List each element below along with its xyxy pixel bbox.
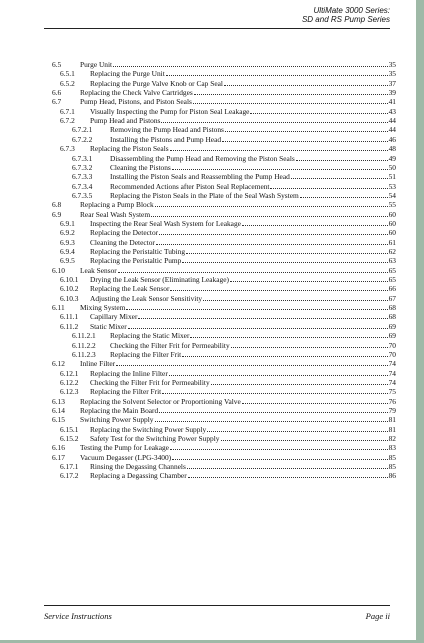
- toc-entry[interactable]: [0, 425, 416, 434]
- toc-entry-page: 69: [388, 321, 396, 331]
- toc-entry[interactable]: [0, 256, 416, 265]
- toc-entry-number: 6.15.2: [60, 434, 79, 443]
- toc-entry[interactable]: [0, 60, 416, 69]
- toc-entry-number: 6.7.3.1: [72, 153, 93, 163]
- toc-entry[interactable]: [0, 275, 416, 284]
- toc-entry[interactable]: [0, 228, 416, 237]
- toc-entry-page: 70: [388, 349, 396, 359]
- toc-entry-number: 6.10.1: [60, 275, 79, 285]
- toc-entry-number: 6.11.2.2: [72, 340, 96, 350]
- toc-entry-title: Replacing the Inline Filter: [90, 368, 168, 378]
- toc-entry-title: Rear Seal Wash System: [80, 209, 151, 219]
- toc-leader-dots: [242, 397, 388, 404]
- toc-entry-number: 6.11: [52, 303, 65, 313]
- toc-leader-dots: [221, 434, 388, 441]
- toc-entry-page: 46: [388, 134, 396, 144]
- toc-leader-dots: [162, 387, 387, 394]
- toc-entry-number: 6.9.1: [60, 218, 75, 228]
- toc-leader-dots: [170, 284, 387, 291]
- toc-entry-title: Replacing the Purge Valve Knob or Cap Seal: [90, 78, 223, 88]
- toc-leader-dots: [291, 172, 388, 179]
- toc-entry-page: 35: [388, 60, 396, 69]
- toc-entry-number: 6.11.2.3: [72, 349, 96, 359]
- toc-entry-page: 39: [388, 88, 396, 98]
- toc-entry[interactable]: [0, 322, 416, 331]
- toc-entry-number: 6.10.2: [60, 284, 79, 294]
- toc-leader-dots: [169, 369, 388, 376]
- toc-leader-dots: [113, 60, 388, 67]
- toc-leader-dots: [166, 69, 388, 76]
- toc-entry-page: 41: [388, 97, 396, 107]
- footer-doc-title: Service Instructions: [44, 611, 112, 621]
- toc-entry-page: 61: [388, 237, 396, 247]
- toc-leader-dots: [138, 312, 387, 319]
- toc-entry-page: 75: [388, 387, 396, 397]
- toc-entry-page: 35: [388, 69, 396, 79]
- toc-entry-page: 55: [388, 200, 396, 210]
- toc-entry-title: Cleaning the Pistons: [110, 162, 171, 172]
- toc-entry-number: 6.7.3.5: [72, 190, 93, 200]
- toc-entry-number: 6.10.3: [60, 293, 79, 303]
- toc-entry[interactable]: [0, 443, 416, 452]
- toc-entry-title: Replacing the Filter Frit: [90, 387, 162, 397]
- toc-leader-dots: [161, 116, 387, 123]
- toc-entry-page: 85: [388, 462, 396, 472]
- toc-entry[interactable]: [0, 331, 416, 340]
- toc-leader-dots: [211, 378, 388, 385]
- toc-leader-dots: [172, 453, 387, 460]
- toc-entry-page: 85: [388, 452, 396, 462]
- toc-leader-dots: [193, 97, 388, 104]
- toc-entry-page: 60: [388, 218, 396, 228]
- toc-entry-number: 6.11.2.1: [72, 331, 96, 341]
- toc-entry-number: 6.5: [52, 60, 62, 69]
- toc-entry[interactable]: [0, 125, 416, 134]
- toc-entry-page: 76: [388, 396, 396, 406]
- toc-entry-title: Rinsing the Degassing Channels: [90, 462, 186, 472]
- toc-entry[interactable]: [0, 107, 416, 116]
- toc-entry-page: 53: [388, 181, 396, 191]
- toc-entry[interactable]: [0, 191, 416, 200]
- toc-entry[interactable]: [0, 88, 416, 97]
- toc-entry-number: 6.9: [52, 209, 62, 219]
- toc-entry-number: 6.16: [52, 443, 65, 453]
- toc-entry-number: 6.12.3: [60, 387, 79, 397]
- toc-entry-title: Replacing a Degassing Chamber: [90, 471, 187, 481]
- toc-entry-title: Replacing the Peristaltic Tubing: [90, 247, 186, 256]
- toc-entry-page: 68: [388, 312, 396, 322]
- toc-entry-number: 6.10: [52, 265, 65, 275]
- toc-entry-title: Replacing the Piston Seals in the Plate of the Seal Wash System: [110, 190, 299, 200]
- toc-entry[interactable]: [0, 172, 416, 181]
- toc-entry-title: Replacing a Pump Block: [80, 200, 154, 210]
- toc-entry[interactable]: [0, 369, 416, 378]
- toc-entry-page: 49: [388, 153, 396, 163]
- toc-entry-title: Replacing the Peristaltic Pump: [90, 256, 182, 266]
- toc-entry[interactable]: [0, 210, 416, 219]
- toc-entry[interactable]: [0, 471, 416, 480]
- toc-entry-title: Safety Test for the Switching Power Supply: [90, 434, 220, 443]
- toc-entry-number: 6.5.1: [60, 69, 75, 79]
- toc-leader-dots: [128, 322, 388, 329]
- toc-entry[interactable]: [0, 378, 416, 387]
- toc-entry-title: Recommended Actions after Piston Seal Replacement: [110, 181, 270, 191]
- toc-entry-number: 6.9.3: [60, 237, 75, 247]
- toc-entry-number: 6.15: [52, 415, 65, 425]
- toc-entry-number: 6.9.5: [60, 256, 75, 266]
- toc-entry-page: 60: [388, 228, 396, 238]
- toc-entry-page: 50: [388, 162, 396, 172]
- toc-entry-page: 48: [388, 144, 396, 154]
- toc-entry-title: Capillary Mixer: [90, 312, 138, 322]
- toc-entry-page: 74: [388, 359, 396, 369]
- toc-entry-page: 74: [388, 368, 396, 378]
- toc-entry[interactable]: [0, 462, 416, 471]
- toc-entry-title: Inline Filter: [80, 359, 116, 369]
- toc-entry[interactable]: [0, 219, 416, 228]
- toc-entry-title: Replacing the Switching Power Supply: [90, 424, 207, 434]
- toc-entry-title: Replacing the Check Valve Cartridges: [80, 88, 193, 98]
- toc-entry-page: 66: [388, 284, 396, 294]
- toc-entry-title: Checking the Filter Frit for Permeability: [110, 340, 230, 350]
- toc-entry[interactable]: [0, 79, 416, 88]
- toc-leader-dots: [188, 471, 388, 478]
- toc-entry[interactable]: [0, 303, 416, 312]
- toc-entry[interactable]: [0, 182, 416, 191]
- toc-leader-dots: [225, 125, 388, 132]
- toc-entry-number: 6.7: [52, 97, 62, 107]
- toc-leader-dots: [186, 247, 388, 254]
- toc-leader-dots: [118, 266, 388, 273]
- toc-entry-title: Installing the Piston Seals and Reassembling the Pump Head: [110, 172, 290, 182]
- toc-entry[interactable]: [0, 144, 416, 153]
- toc-entry-title: Replacing the Main Board: [80, 405, 159, 415]
- toc-entry-number: 6.6: [52, 88, 62, 98]
- toc-entry-title: Installing the Pistons and Pump Head: [110, 134, 222, 144]
- toc-entry-number: 6.17.1: [60, 462, 79, 472]
- toc-entry-number: 6.9.2: [60, 228, 75, 238]
- toc-entry-title: Visually Inspecting the Pump for Piston Seal Leakage: [90, 106, 250, 116]
- toc-leader-dots: [159, 228, 387, 235]
- toc-entry[interactable]: [0, 350, 416, 359]
- toc-entry[interactable]: [0, 116, 416, 125]
- toc-entry[interactable]: [0, 247, 416, 256]
- toc-entry-title: Vacuum Degasser (LPG-3400): [80, 452, 172, 462]
- toc-entry-page: 67: [388, 293, 396, 303]
- toc-entry-title: Purge Unit: [80, 60, 113, 69]
- toc-entry-title: Checking the Filter Frit for Permeability: [90, 377, 210, 387]
- toc-leader-dots: [230, 275, 388, 282]
- toc-entry-number: 6.12: [52, 359, 65, 369]
- toc-leader-dots: [207, 425, 387, 432]
- toc-leader-dots: [296, 154, 388, 161]
- toc-entry-title: Cleaning the Detector: [90, 237, 155, 247]
- toc-entry-page: 65: [388, 265, 396, 275]
- toc-entry[interactable]: [0, 154, 416, 163]
- toc-leader-dots: [194, 88, 388, 95]
- toc-entry-number: 6.7.3: [60, 144, 75, 154]
- toc-entry[interactable]: [0, 341, 416, 350]
- toc-entry-page: 81: [388, 424, 396, 434]
- toc-entry-page: 60: [388, 209, 396, 219]
- toc-entry-number: 6.13: [52, 396, 65, 406]
- toc-entry[interactable]: [0, 387, 416, 396]
- toc-entry-page: 44: [388, 116, 396, 126]
- toc-entry-title: Adjusting the Leak Sensor Sensitivity: [90, 293, 203, 303]
- toc-entry-title: Replacing the Filter Frit: [110, 349, 182, 359]
- toc-entry-number: 6.12.1: [60, 368, 79, 378]
- toc-entry-title: Replacing the Static Mixer: [110, 331, 190, 341]
- toc-entry[interactable]: [0, 406, 416, 415]
- toc-leader-dots: [182, 350, 387, 357]
- toc-leader-dots: [203, 294, 388, 301]
- toc-entry-page: 79: [388, 405, 396, 415]
- toc-leader-dots: [182, 256, 387, 263]
- toc-entry-title: Replacing the Detector: [90, 228, 159, 238]
- header-product-line: UltiMate 3000 Series:: [313, 6, 390, 15]
- toc-leader-dots: [159, 406, 387, 413]
- toc-entry[interactable]: [0, 69, 416, 78]
- footer-rule: [44, 605, 390, 606]
- toc-entry[interactable]: [0, 135, 416, 144]
- toc-entry-number: 6.7.3.2: [72, 162, 93, 172]
- toc-leader-dots: [300, 191, 388, 198]
- toc-leader-dots: [151, 210, 388, 217]
- toc-leader-dots: [170, 443, 388, 450]
- toc-leader-dots: [250, 107, 387, 114]
- toc-entry-title: Testing the Pump for Leakage: [80, 443, 169, 453]
- page-header: [302, 6, 390, 24]
- toc-entry-number: 6.5.2: [60, 78, 75, 88]
- toc-entry-number: 6.14: [52, 405, 65, 415]
- toc-entry-number: 6.7.2.2: [72, 134, 93, 144]
- toc-leader-dots: [190, 331, 387, 338]
- toc-entry-page: 37: [388, 78, 396, 88]
- toc-entry-number: 6.12.2: [60, 377, 79, 387]
- toc-entry-page: 65: [388, 275, 396, 285]
- toc-entry-title: Replacing the Solvent Selector or Proportioning Valve: [80, 396, 241, 406]
- toc-entry-title: Mixing System: [80, 303, 126, 313]
- toc-entry-page: 69: [388, 331, 396, 341]
- toc-entry-page: 62: [388, 247, 396, 256]
- header-rule: [44, 28, 390, 29]
- toc-entry-number: 6.15.1: [60, 424, 79, 434]
- toc-entry-page: 63: [388, 256, 396, 266]
- toc-entry-page: 43: [388, 106, 396, 116]
- toc-entry-number: 6.11.2: [60, 321, 79, 331]
- toc-entry[interactable]: [0, 238, 416, 247]
- toc-entry-page: 81: [388, 415, 396, 425]
- toc-entry[interactable]: [0, 312, 416, 321]
- toc-entry-title: Pump Head and Pistons: [90, 116, 161, 126]
- toc-entry-title: Replacing the Piston Seals: [90, 144, 169, 154]
- toc-entry[interactable]: [0, 294, 416, 303]
- toc-entry-number: 6.7.3.3: [72, 172, 93, 182]
- toc-entry-page: 68: [388, 303, 396, 313]
- toc-entry[interactable]: [0, 97, 416, 106]
- toc-entry-number: 6.7.1: [60, 106, 75, 116]
- toc-entry-title: Removing the Pump Head and Pistons: [110, 125, 224, 135]
- toc-leader-dots: [156, 238, 388, 245]
- toc-entry-page: 82: [388, 434, 396, 443]
- toc-entry-number: 6.7.3.4: [72, 181, 93, 191]
- toc-entry[interactable]: [0, 284, 416, 293]
- toc-entry-title: Inspecting the Rear Seal Wash System for Leakage: [90, 218, 241, 228]
- toc-entry-title: Pump Head, Pistons, and Piston Seals: [80, 97, 192, 107]
- toc-leader-dots: [242, 219, 388, 226]
- toc-leader-dots: [155, 200, 388, 207]
- toc-entry-title: Switching Power Supply: [80, 415, 154, 425]
- toc-entry-title: Leak Sensor: [80, 265, 117, 275]
- toc-entry-page: 54: [388, 190, 396, 200]
- toc-entry-number: 6.9.4: [60, 247, 75, 256]
- toc-leader-dots: [224, 79, 388, 86]
- toc-entry[interactable]: [0, 397, 416, 406]
- toc-leader-dots: [231, 341, 388, 348]
- toc-entry-page: 74: [388, 377, 396, 387]
- toc-entry-page: 44: [388, 125, 396, 135]
- toc-entry[interactable]: [0, 163, 416, 172]
- toc-leader-dots: [270, 182, 387, 189]
- toc-entry-title: Replacing the Purge Unit: [90, 69, 165, 79]
- toc-entry[interactable]: [0, 200, 416, 209]
- toc-entry[interactable]: [0, 266, 416, 275]
- toc-entry-page: 83: [388, 443, 396, 453]
- toc-entry-number: 6.8: [52, 200, 62, 210]
- toc-leader-dots: [116, 359, 388, 366]
- toc-leader-dots: [187, 462, 388, 469]
- toc-entry-number: 6.17.2: [60, 471, 79, 481]
- toc-entry[interactable]: [0, 434, 416, 443]
- footer-page-number: Page ii: [365, 611, 390, 621]
- toc-entry-page: 70: [388, 340, 396, 350]
- toc-leader-dots: [222, 135, 388, 142]
- toc-entry[interactable]: [0, 415, 416, 424]
- toc-entry-number: 6.17: [52, 452, 65, 462]
- toc-entry-title: Replacing the Leak Sensor: [90, 284, 170, 294]
- toc-leader-dots: [172, 163, 388, 170]
- toc-entry-title: Drying the Leak Sensor (Eliminating Leakage): [90, 275, 229, 285]
- toc-entry-page: 51: [388, 172, 396, 182]
- toc-entry-title: Disassembling the Pump Head and Removing the Piston Seals: [110, 153, 295, 163]
- toc-leader-dots: [155, 415, 388, 422]
- toc-entry-number: 6.7.2: [60, 116, 75, 126]
- toc-entry[interactable]: [0, 359, 416, 368]
- toc-entry-number: 6.7.2.1: [72, 125, 93, 135]
- toc-leader-dots: [126, 303, 387, 310]
- toc-entry-page: 86: [388, 471, 396, 481]
- toc-leader-dots: [170, 144, 388, 151]
- toc-entry-number: 6.11.1: [60, 312, 79, 322]
- toc-entry-title: Static Mixer: [90, 321, 127, 331]
- toc-entry[interactable]: [0, 453, 416, 462]
- header-series-line: SD and RS Pump Series: [301, 15, 390, 24]
